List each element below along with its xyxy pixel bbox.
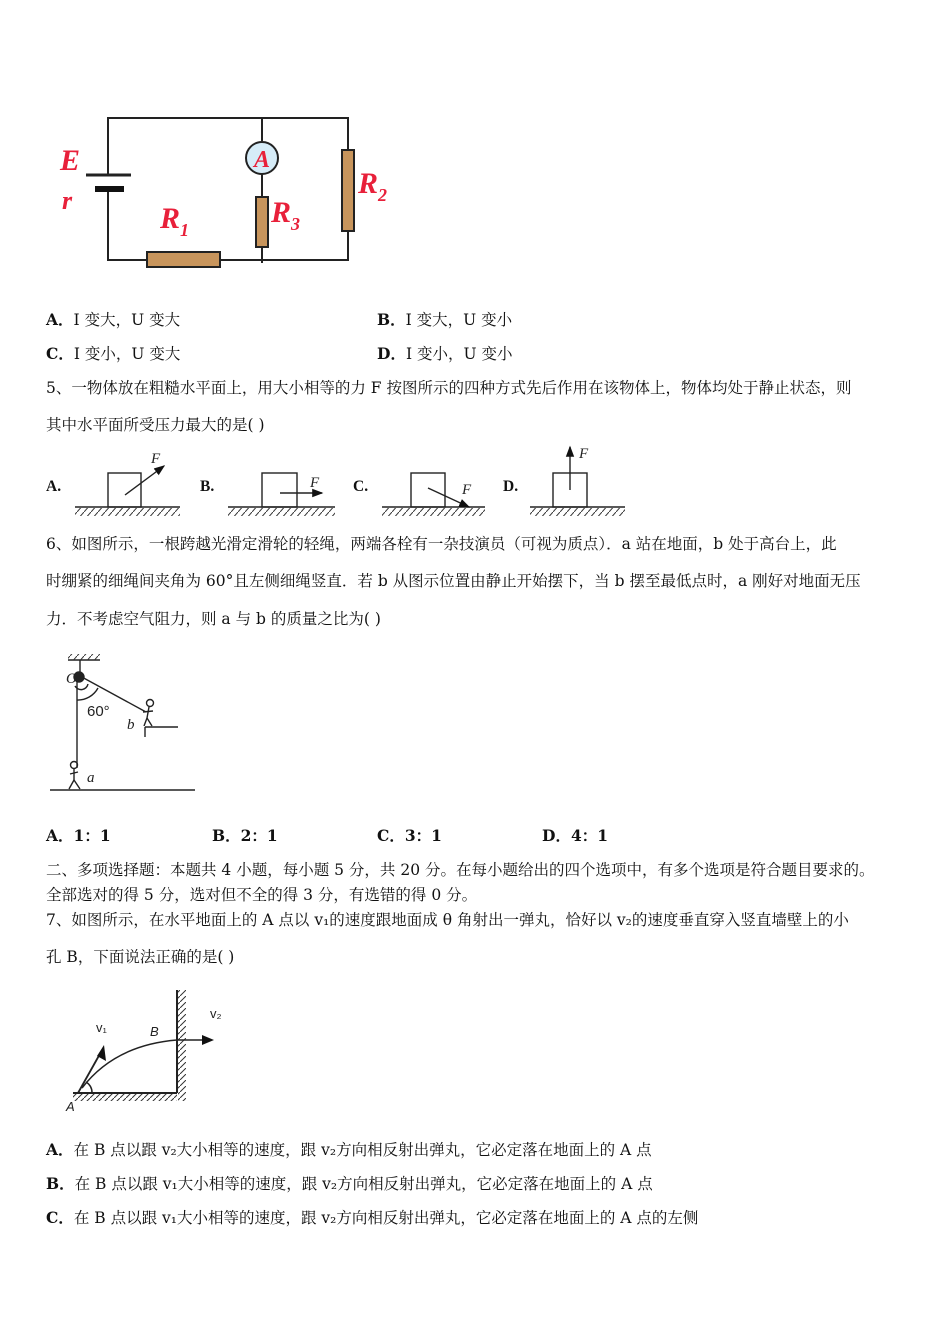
q6-option-d: D．4：1 [542, 826, 609, 845]
q7-option-b: B．在 B 点以跟 v₁大小相等的速度，跟 v₂方向相反射出弹丸，它必定落在地面上的 A 点 [46, 1174, 653, 1193]
q7-stem-line1: 7、如图所示，在水平地面上的 A 点以 v₁的速度跟地面成 θ 角射出一弹丸，恰好以 v₂的速度垂直穿入竖直墙壁上的小 [46, 911, 849, 929]
r2-label: R [358, 167, 379, 200]
section2-heading-line1: 二、多项选择题：本题共 4 小题，每小题 5 分，共 20 分。在每小题给出的四个选项中，有多个选项是符合题目要求的。 [46, 861, 875, 879]
r3-label: R [271, 196, 292, 229]
q5-option-b: B. [200, 478, 215, 495]
internal-resistance-label: r [62, 186, 73, 215]
q4-option-c: C．I 变小，U 变大 [46, 344, 181, 363]
q6-stem-line3: 力．不考虑空气阻力，则 a 与 b 的质量之比为( ) [46, 610, 381, 628]
q4-option-a: A．I 变大，U 变大 [46, 310, 181, 329]
q5-stem-line2: 其中水平面所受压力最大的是( ) [46, 416, 265, 434]
r2-sub: 2 [378, 185, 387, 205]
v1-label: v₁ [96, 1020, 107, 1035]
person-a-label: a [87, 770, 95, 786]
point-a-label: A [66, 1099, 75, 1114]
v2-label: v₂ [210, 1006, 222, 1021]
r3-sub: 3 [291, 214, 300, 234]
force-label-b: F [310, 475, 320, 491]
force-label-a: F [151, 451, 161, 467]
force-label-c: F [462, 482, 472, 498]
q5-option-d: D. [503, 478, 519, 495]
person-b-label: b [127, 717, 135, 733]
q6-option-c: C．3：1 [377, 826, 442, 845]
q4-option-d: D．I 变小，U 变小 [377, 344, 513, 363]
angle-label: 60° [87, 703, 110, 720]
q5-option-c: C. [353, 478, 369, 495]
force-label-d: F [579, 446, 589, 462]
q7-option-a: A．在 B 点以跟 v₂大小相等的速度，跟 v₂方向相反射出弹丸，它必定落在地面上的 A 点 [46, 1140, 652, 1159]
point-b-label: B [150, 1024, 159, 1039]
q6-stem-line1: 6、如图所示，一根跨越光滑定滑轮的轻绳，两端各栓有一杂技演员（可视为质点）．a 站在地面，b 处于高台上，此 [46, 535, 837, 553]
q6-stem-line2: 时绷紧的细绳间夹角为 60°且左侧细绳竖直．若 b 从图示位置由静止开始摆下，当 b 摆至最低点时，a 刚好对地面无压 [46, 572, 861, 590]
q7-stem-line2: 孔 B，下面说法正确的是( ) [46, 948, 235, 966]
ammeter-label: A [254, 147, 271, 173]
q6-option-b: B．2：1 [212, 826, 278, 845]
r1-label: R [160, 202, 181, 235]
q5-option-a: A. [46, 478, 62, 495]
emf-label: E [60, 144, 81, 177]
q6-option-a: A．1：1 [46, 826, 111, 845]
q5-stem-line1: 5、一物体放在粗糙水平面上，用大小相等的力 F 按图所示的四种方式先后作用在该物体上，物体均处于静止状态，则 [46, 379, 852, 397]
section2-heading-line2: 全部选对的得 5 分，选对但不全的得 3 分，有选错的得 0 分。 [46, 886, 478, 904]
r1-sub: 1 [180, 220, 189, 240]
q7-option-c: C．在 B 点以跟 v₁大小相等的速度，跟 v₂方向相反射出弹丸，它必定落在地面上的 A 点的左侧 [46, 1208, 699, 1227]
pulley-o-label: O [66, 671, 77, 687]
q4-option-b: B．I 变大，U 变小 [377, 310, 513, 329]
